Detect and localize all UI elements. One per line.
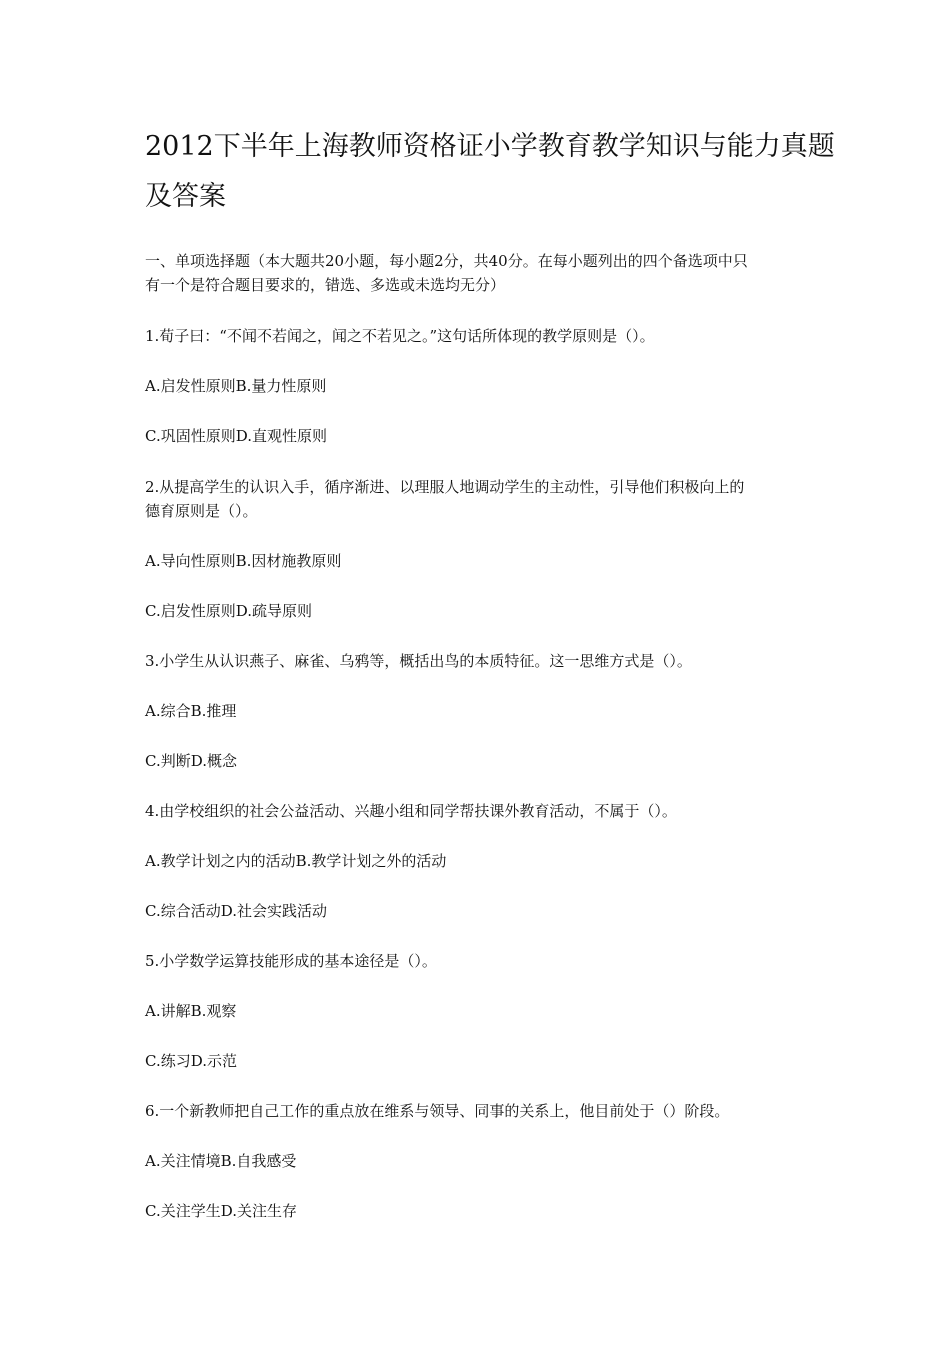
question-2-options-ab: A.导向性原则B.因材施教原则 xyxy=(145,552,342,570)
title-line-1: 2012下半年上海教师资格证小学教育教学知识与能力真题 xyxy=(145,131,835,162)
question-2-line-2: 德育原则是（）。 xyxy=(145,502,258,520)
question-5-options-cd: C.练习D.示范 xyxy=(145,1052,237,1070)
title-line-2: 及答案 xyxy=(145,181,226,212)
question-1: 1.荀子曰：“不闻不若闻之，闻之不若见之。”这句话所体现的教学原则是（）。 xyxy=(145,327,655,345)
question-2-options-cd: C.启发性原则D.疏导原则 xyxy=(145,602,312,620)
document-title xyxy=(145,122,835,222)
question-6-options-ab: A.关注情境B.自我感受 xyxy=(145,1152,297,1170)
question-1-options-cd: C.巩固性原则D.直观性原则 xyxy=(145,427,327,445)
question-4: 4.由学校组织的社会公益活动、兴趣小组和同学帮扶课外教育活动，不属于（）。 xyxy=(145,802,677,820)
question-5: 5.小学数学运算技能形成的基本途径是（）。 xyxy=(145,952,437,970)
question-3-options-ab: A.综合B.推理 xyxy=(145,702,237,720)
question-6: 6.一个新教师把自己工作的重点放在维系与领导、同事的关系上，他目前处于（）阶段。 xyxy=(145,1102,730,1120)
question-1-options-ab: A.启发性原则B.量力性原则 xyxy=(145,377,327,395)
question-2-line-1: 2.从提高学生的认识入手，循序渐进、以理服人地调动学生的主动性，引导他们积极向上的 xyxy=(145,478,745,496)
question-3: 3.小学生从认识燕子、麻雀、乌鸦等，概括出鸟的本质特征。这一思维方式是（）。 xyxy=(145,652,692,670)
question-4-options-ab: A.教学计划之内的活动B.教学计划之外的活动 xyxy=(145,852,447,870)
question-3-options-cd: C.判断D.概念 xyxy=(145,752,237,770)
question-5-options-ab: A.讲解B.观察 xyxy=(145,1002,237,1020)
section-heading-line-1: 一、单项选择题（本大题共20小题，每小题2分，共40分。在每小题列出的四个备选项中只 xyxy=(145,252,748,270)
question-4-options-cd: C.综合活动D.社会实践活动 xyxy=(145,902,327,920)
question-6-options-cd: C.关注学生D.关注生存 xyxy=(145,1202,297,1220)
section-heading-line-2: 有一个是符合题目要求的，错选、多选或未选均无分） xyxy=(145,276,506,294)
